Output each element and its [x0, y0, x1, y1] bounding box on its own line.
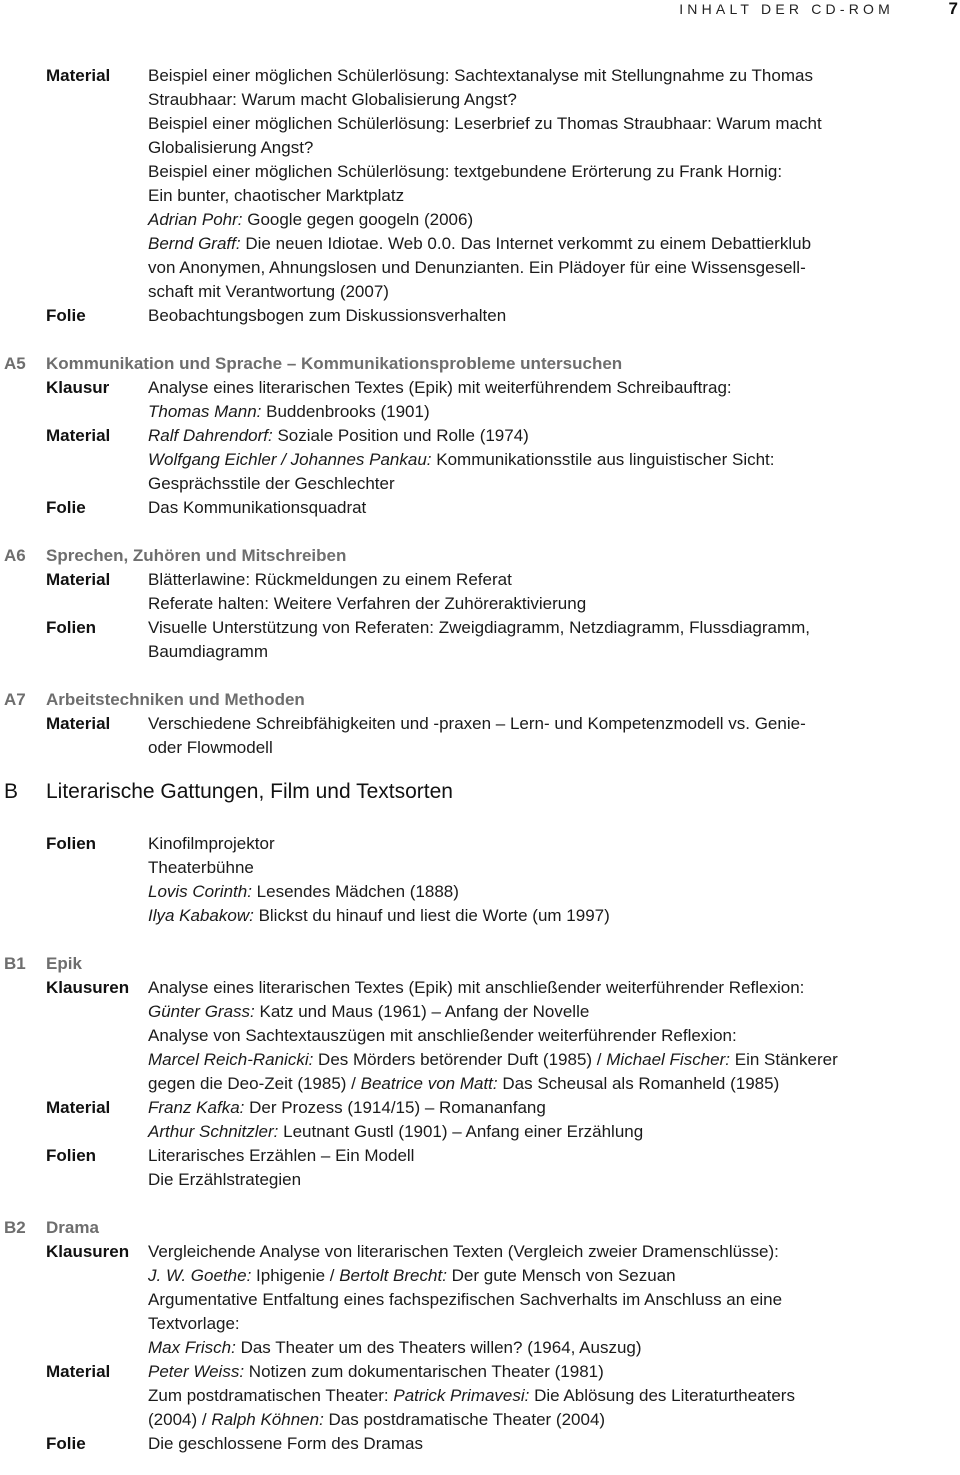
section-a7: [0, 688, 960, 760]
category-label-material: Material: [46, 714, 111, 733]
category-label-klausur: Klausur: [46, 378, 110, 397]
section-a6: [0, 544, 960, 664]
entry-line: [0, 280, 960, 304]
entry-line: [0, 424, 960, 448]
entry-text: Das Kommunikationsquadrat: [148, 498, 367, 517]
entry-text: Beispiel einer möglichen Schülerlösung: textgebundene Erörterung zu Frank Hornig:: [148, 162, 783, 181]
work-title: Die Ablösung des Literaturtheaters: [529, 1386, 795, 1405]
spacer: [0, 808, 960, 832]
work-title: Zum postdramatischen Theater:: [148, 1386, 394, 1405]
entry-line: [0, 1336, 960, 1360]
entry-line: [0, 736, 960, 760]
work-title: Iphigenie /: [251, 1266, 340, 1285]
section-heading: [0, 1216, 960, 1240]
category-label-folie: Folie: [46, 498, 86, 517]
entry-line: [0, 1072, 960, 1096]
spacer: [0, 328, 960, 352]
entry-line: [0, 1168, 960, 1192]
entry-line: [0, 1288, 960, 1312]
section-heading: [0, 544, 960, 568]
author-name: Ralph Köhnen:: [211, 1410, 324, 1429]
section-b2: [0, 1216, 960, 1456]
entry-text: Baumdiagramm: [148, 642, 268, 661]
spacer: [0, 520, 960, 544]
author-name: Günter Grass:: [148, 1002, 255, 1021]
entry-text: [148, 448, 775, 472]
entry-text: [148, 1120, 643, 1144]
spacer: [0, 928, 960, 952]
author-name: Adrian Pohr:: [148, 210, 243, 229]
entry-line: [0, 1000, 960, 1024]
work-title: Lesendes Mädchen (1888): [251, 882, 459, 901]
entry-line: [0, 256, 960, 280]
category-label-material: Material: [46, 66, 111, 85]
entry-text: [148, 1072, 779, 1096]
section-title: Sprechen, Zuhören und Mitschreiben: [46, 546, 347, 565]
entry-line: [0, 208, 960, 232]
entry-line: [0, 64, 960, 88]
category-label-material: Material: [46, 570, 111, 589]
entry-text: [148, 1048, 838, 1072]
entry-line: [0, 1360, 960, 1384]
work-title: Des Mörders betörender Duft (1985) /: [313, 1050, 607, 1069]
author-name: Patrick Primavesi:: [393, 1386, 530, 1405]
section-title: Arbeitstechniken und Methoden: [46, 690, 305, 709]
chapter-code: B: [4, 780, 19, 803]
entry-text: Ein bunter, chaotischer Marktplatz: [148, 186, 405, 205]
author-name: Lovis Corinth:: [148, 882, 252, 901]
entry-line: [0, 376, 960, 400]
entry-line: [0, 1264, 960, 1288]
entry-line: [0, 1096, 960, 1120]
entry-line: [0, 1024, 960, 1048]
entry-line: [0, 1384, 960, 1408]
category-label-folien: Folien: [46, 1146, 97, 1165]
entry-text: [148, 1096, 546, 1120]
section-heading: [0, 352, 960, 376]
entry-text: Beispiel einer möglichen Schülerlösung: Leserbrief zu Thomas Straubhaar: Warum macht: [148, 114, 822, 133]
author-name: Beatrice von Matt:: [360, 1074, 498, 1093]
category-label-folie: Folie: [46, 1434, 86, 1453]
entry-text: [148, 1336, 642, 1360]
running-header: [0, 0, 960, 20]
entry-line: [0, 856, 960, 880]
entry-line: [0, 1144, 960, 1168]
entry-line: [0, 880, 960, 904]
work-title: Der gute Mensch von Sezuan: [446, 1266, 676, 1285]
author-name: Franz Kafka:: [148, 1098, 245, 1117]
spacer: [0, 760, 960, 776]
entry-line: [0, 136, 960, 160]
work-title: gegen die Deo-Zeit (1985) /: [148, 1074, 361, 1093]
category-label-folie: Folie: [46, 306, 86, 325]
author-name: Wolfgang Eichler / Johannes Pankau:: [148, 450, 432, 469]
entry-line: [0, 1432, 960, 1456]
entry-line: [0, 400, 960, 424]
entry-text: [148, 1360, 604, 1384]
section-b1: [0, 952, 960, 1192]
entry-text: Analyse von Sachtextauszügen mit anschließender weiterführender Reflexion:: [148, 1026, 737, 1045]
entry-line: [0, 232, 960, 256]
author-name: Thomas Mann:: [148, 402, 262, 421]
entry-text: [148, 1000, 589, 1024]
work-title: Soziale Position und Rolle (1974): [272, 426, 529, 445]
work-title: Katz und Maus (1961) – Anfang der Novelle: [254, 1002, 590, 1021]
entry-line: [0, 1240, 960, 1264]
entry-line: [0, 592, 960, 616]
spacer: [0, 664, 960, 688]
category-label-material: Material: [46, 426, 111, 445]
entry-text: Blätterlawine: Rückmeldungen zu einem Referat: [148, 570, 512, 589]
entry-text: oder Flowmodell: [148, 738, 273, 757]
entry-text: [148, 232, 811, 256]
entry-text: [148, 208, 473, 232]
author-name: Arthur Schnitzler:: [148, 1122, 279, 1141]
entry-line: [0, 616, 960, 640]
work-title: Das Theater um des Theaters willen? (1964, Auszug): [235, 1338, 642, 1357]
entry-text: Straubhaar: Warum macht Globalisierung Angst?: [148, 90, 517, 109]
chapter-title: Literarische Gattungen, Film und Textsorten: [46, 780, 453, 803]
entry-text: [148, 424, 529, 448]
category-label-material: Material: [46, 1098, 111, 1117]
entry-text: Literarisches Erzählen – Ein Modell: [148, 1146, 415, 1165]
author-name: Ralf Dahrendorf:: [148, 426, 273, 445]
author-name: Bertolt Brecht:: [339, 1266, 447, 1285]
entry-text: Vergleichende Analyse von literarischen Texten (Vergleich zweier Dramenschlüsse):: [148, 1242, 779, 1261]
entry-text: Argumentative Entfaltung eines fachspezifischen Sachverhalts im Anschluss an eine: [148, 1290, 783, 1309]
entry-line: [0, 472, 960, 496]
entry-line: [0, 1048, 960, 1072]
entry-text: Die Erzählstrategien: [148, 1170, 302, 1189]
work-title: Der Prozess (1914/15) – Romananfang: [244, 1098, 546, 1117]
entry-line: [0, 448, 960, 472]
entry-text: Kinofilmprojektor: [148, 834, 275, 853]
entry-text: von Anonymen, Ahnungslosen und Denunzianten. Ein Plädoyer für eine Wissensgesell-: [148, 258, 806, 277]
section-title: Drama: [46, 1218, 99, 1237]
page-number: 7: [948, 0, 958, 18]
entry-line: [0, 1120, 960, 1144]
section-b: [0, 776, 960, 928]
section-code: A7: [4, 690, 26, 709]
author-name: Peter Weiss:: [148, 1362, 245, 1381]
entry-line: [0, 712, 960, 736]
work-title: (2004) /: [148, 1410, 212, 1429]
category-label-material: Material: [46, 1362, 111, 1381]
work-title: Das Scheusal als Romanheld (1985): [497, 1074, 780, 1093]
entry-line: [0, 904, 960, 928]
entry-text: [148, 880, 459, 904]
section-heading: [0, 952, 960, 976]
entry-text: Die geschlossene Form des Dramas: [148, 1434, 423, 1453]
category-label-folien: Folien: [46, 618, 97, 637]
section-code: B1: [4, 954, 26, 973]
entry-line: [0, 496, 960, 520]
section-heading: [0, 688, 960, 712]
entry-line: [0, 640, 960, 664]
entry-line: [0, 832, 960, 856]
entry-text: schaft mit Verantwortung (2007): [148, 282, 389, 301]
entry-line: [0, 568, 960, 592]
author-name: Michael Fischer:: [606, 1050, 731, 1069]
work-title: Notizen zum dokumentarischen Theater (1981): [244, 1362, 604, 1381]
entry-line: [0, 1312, 960, 1336]
table-of-contents: [0, 64, 960, 1456]
author-name: Max Frisch:: [148, 1338, 236, 1357]
entry-line: [0, 184, 960, 208]
entry-text: Referate halten: Weitere Verfahren der Zuhöreraktivierung: [148, 594, 587, 613]
work-title: Die neuen Idiotae. Web 0.0. Das Internet verkommt zu einem Debattierklub: [240, 234, 812, 253]
section-title: Epik: [46, 954, 82, 973]
spacer: [0, 1192, 960, 1216]
entry-text: Visuelle Unterstützung von Referaten: Zweigdiagramm, Netzdiagramm, Flussdiagramm,: [148, 618, 811, 637]
entry-text: Verschiedene Schreibfähigkeiten und -praxen – Lern- und Kompetenzmodell vs. Genie-: [148, 714, 806, 733]
entry-text: Globalisierung Angst?: [148, 138, 314, 157]
entry-text: [148, 1408, 605, 1432]
entry-text: Analyse eines literarischen Textes (Epik) mit weiterführendem Schreibauftrag:: [148, 378, 732, 397]
chapter-heading: [0, 776, 960, 808]
entry-text: [148, 1264, 676, 1288]
entry-line: [0, 1408, 960, 1432]
entry-text: [148, 1384, 795, 1408]
section-code: A6: [4, 546, 26, 565]
section-code: A5: [4, 354, 26, 373]
work-title: Google gegen googeln (2006): [242, 210, 474, 229]
category-label-klausuren: Klausuren: [46, 978, 130, 997]
top-block: [0, 64, 960, 328]
entry-line: [0, 160, 960, 184]
work-title: Buddenbrooks (1901): [261, 402, 430, 421]
entry-text: [148, 400, 430, 424]
work-title: Das postdramatische Theater (2004): [323, 1410, 606, 1429]
section-title: Kommunikation und Sprache – Kommunikationsprobleme untersuchen: [46, 354, 623, 373]
entry-text: Textvorlage:: [148, 1314, 240, 1333]
running-title: INHALT DER CD-ROM: [679, 1, 894, 17]
author-name: J. W. Goethe:: [148, 1266, 252, 1285]
work-title: Blickst du hinauf und liest die Worte (um 1997): [253, 906, 610, 925]
section-a5: [0, 352, 960, 520]
entry-text: Gesprächsstile der Geschlechter: [148, 474, 395, 493]
entry-line: [0, 976, 960, 1000]
entry-line: [0, 304, 960, 328]
entry-text: Beispiel einer möglichen Schülerlösung: Sachtextanalyse mit Stellungnahme zu Thomas: [148, 66, 813, 85]
category-label-folien: Folien: [46, 834, 97, 853]
section-code: B2: [4, 1218, 26, 1237]
entry-text: Theaterbühne: [148, 858, 254, 877]
author-name: Bernd Graff:: [148, 234, 241, 253]
entry-line: [0, 112, 960, 136]
work-title: Kommunikationsstile aus linguistischer Sicht:: [431, 450, 775, 469]
entry-line: [0, 88, 960, 112]
entry-text: Beobachtungsbogen zum Diskussionsverhalten: [148, 306, 507, 325]
author-name: Marcel Reich-Ranicki:: [148, 1050, 314, 1069]
work-title: Leutnant Gustl (1901) – Anfang einer Erzählung: [278, 1122, 644, 1141]
category-label-klausuren: Klausuren: [46, 1242, 130, 1261]
entry-text: [148, 904, 610, 928]
work-title: Ein Stänkerer: [730, 1050, 838, 1069]
author-name: Ilya Kabakow:: [148, 906, 254, 925]
entry-text: Analyse eines literarischen Textes (Epik) mit anschließender weiterführender Reflexion:: [148, 978, 805, 997]
